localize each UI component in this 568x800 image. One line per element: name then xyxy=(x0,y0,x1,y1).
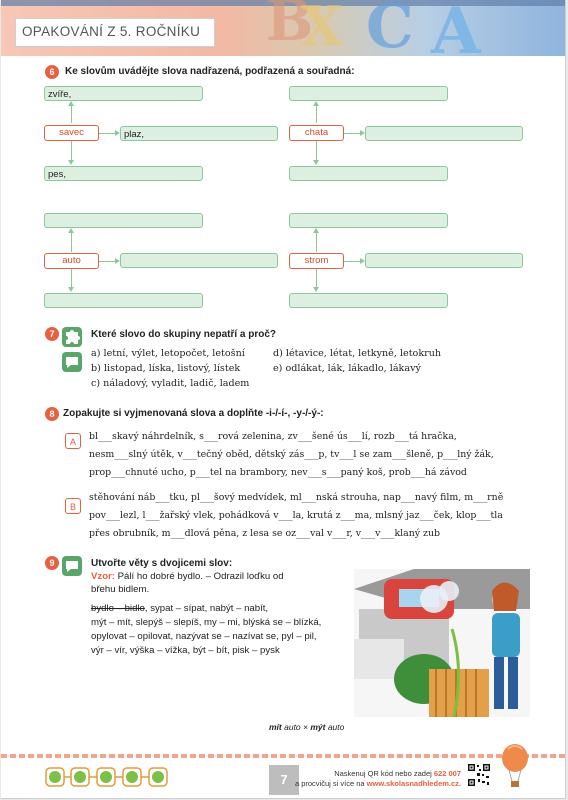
word-pairs: výr – vír, výška – vížka, být – bít, pisk – pysk xyxy=(91,645,280,656)
qr-code-icon[interactable] xyxy=(467,763,491,787)
speech-bubble-icon xyxy=(62,556,82,576)
answer-box-coordinate[interactable] xyxy=(365,253,523,268)
answer-box-subordinate[interactable] xyxy=(44,293,203,308)
caption-text: auto × xyxy=(281,722,311,732)
fill-in-line: nesm___slný útěk, v___tečný oběd, dětský zás___p, tv___l se zam___šleně, p___lný žák, xyxy=(89,449,494,460)
keyword-box: strom xyxy=(289,253,344,269)
arrow-up-icon xyxy=(313,228,319,233)
option-a: a) letní, výlet, letopočet, letošní xyxy=(91,348,245,359)
exercise-question: Které slovo do skupiny nepatří a proč? xyxy=(91,329,277,340)
example-text: Pálí ho dobré bydlo. – Odrazil loďku od xyxy=(117,571,284,582)
answer-box-subordinate[interactable] xyxy=(289,293,448,308)
balloon-icon xyxy=(501,743,529,793)
connector xyxy=(71,269,72,289)
keyword-box: chata xyxy=(289,125,344,141)
arrow-down-icon xyxy=(68,160,74,165)
fill-in-line: přes obrubník, m___dlová pěna, z lesa se oz___val v___r, v___v___klaný zub xyxy=(89,528,441,539)
exercise-number: 9 xyxy=(45,556,59,570)
example-text-cont: břehu bidlem. xyxy=(91,584,150,595)
car-washing-illustration xyxy=(354,569,530,717)
speech-bubble-icon xyxy=(62,352,82,372)
exercise-instruction: Ke slovům uvádějte slova nadřazená, podřazená a souřadná: xyxy=(65,66,355,77)
decorative-letter: X xyxy=(301,0,343,56)
option-c: c) náladový, vyladit, ladič, ladem xyxy=(91,378,250,389)
workbook-page xyxy=(1,0,566,799)
option-e: e) odlákat, lák, lákadlo, lákavý xyxy=(273,363,421,374)
example-label: Vzor: xyxy=(91,571,115,582)
qr-text: Naskenuj QR kód nebo zadej xyxy=(334,769,434,778)
decorative-letter: A xyxy=(431,0,481,56)
page-number: 7 xyxy=(269,765,299,795)
fill-in-line: prop___chnuté ucho, p___tel na brambory, nev___s___paný koš, prob___há závod xyxy=(89,467,467,478)
exercise-number: 6 xyxy=(45,65,59,79)
answer-box-superordinate[interactable] xyxy=(289,86,448,101)
arrow-up-icon xyxy=(68,101,74,106)
qr-text: a procvičuj si více na xyxy=(294,779,367,788)
keyword-box: auto xyxy=(44,253,99,269)
decorative-letter: B xyxy=(266,0,314,54)
answer-box-subordinate[interactable]: pes, xyxy=(44,166,203,181)
arrow-up-icon xyxy=(68,228,74,233)
answer-box-subordinate[interactable] xyxy=(289,166,448,181)
part-marker-a: A xyxy=(65,433,81,449)
caption-text: auto xyxy=(325,722,345,732)
connector xyxy=(316,230,317,252)
footer-divider xyxy=(1,754,565,758)
answer-box-coordinate[interactable] xyxy=(365,126,523,141)
self-assessment-smileys[interactable] xyxy=(45,766,177,788)
caption-word: mýt xyxy=(310,722,326,732)
answer-box-coordinate[interactable]: plaz, xyxy=(120,126,278,141)
arrow-down-icon xyxy=(313,287,319,292)
arrow-down-icon xyxy=(313,160,319,165)
chapter-title: OPAKOVÁNÍ Z 5. ROČNÍKU xyxy=(22,24,201,39)
word-pairs: opylovat – opilovat, nazývat se – nazívat se, pyl – pil, xyxy=(91,631,317,642)
fill-in-line: stěhování náb___tku, pl___šový medvídek, ml___nská strouha, nap___navý film, m___rně xyxy=(89,492,504,503)
arrow-down-icon xyxy=(68,287,74,292)
exercise-instruction: Utvořte věty s dvojicemi slov: xyxy=(91,558,233,569)
connector xyxy=(71,103,72,123)
exercise-instruction: Zopakujte si vyjmenovaná slova a doplňte -i-/-í-, -y-/-ý-: xyxy=(63,408,324,419)
keyword-box: savec xyxy=(44,125,99,141)
qr-instructions xyxy=(295,769,461,789)
word-pairs: , sypat – sípat, nabýt – nabít, xyxy=(144,603,269,614)
exercise-number: 8 xyxy=(45,407,59,421)
website-link[interactable]: www.skolasnadhledem.cz. xyxy=(366,779,461,788)
part-marker-b: B xyxy=(65,498,81,514)
answer-box-superordinate[interactable]: zvíře, xyxy=(44,86,203,101)
decorative-letter: C xyxy=(366,0,414,56)
word-pairs: mýt – mít, slepýš – slepíš, my – mi, blýská se – blízká, xyxy=(91,617,322,628)
connector xyxy=(316,269,317,289)
caption-word: mít xyxy=(269,722,282,732)
answer-box-superordinate[interactable] xyxy=(44,213,203,228)
puzzle-icon xyxy=(62,327,82,347)
connector xyxy=(316,103,317,123)
arrow-up-icon xyxy=(313,101,319,106)
struck-pair: bydlo – bidlo xyxy=(91,603,145,614)
qr-code: 622 007 xyxy=(433,769,461,778)
fill-in-line: pov___lezl, l___žařský vlek, pohádková v___la, krutá z___ma, mlsný jaz___ček, klop___tla xyxy=(89,510,503,521)
option-b: b) listopad, líska, listový, lístek xyxy=(91,363,241,374)
chapter-title-box xyxy=(15,18,215,47)
connector xyxy=(71,230,72,252)
fill-in-line: bl___skavý náhrdelník, s___rová zelenina, zv___šené ús___lí, rozb___tá hračka, xyxy=(89,431,457,442)
exercise-number: 7 xyxy=(45,327,59,341)
option-d: d) létavice, létat, letkyně, letokruh xyxy=(273,348,442,359)
answer-box-coordinate[interactable] xyxy=(120,253,278,268)
answer-box-superordinate[interactable] xyxy=(289,213,448,228)
